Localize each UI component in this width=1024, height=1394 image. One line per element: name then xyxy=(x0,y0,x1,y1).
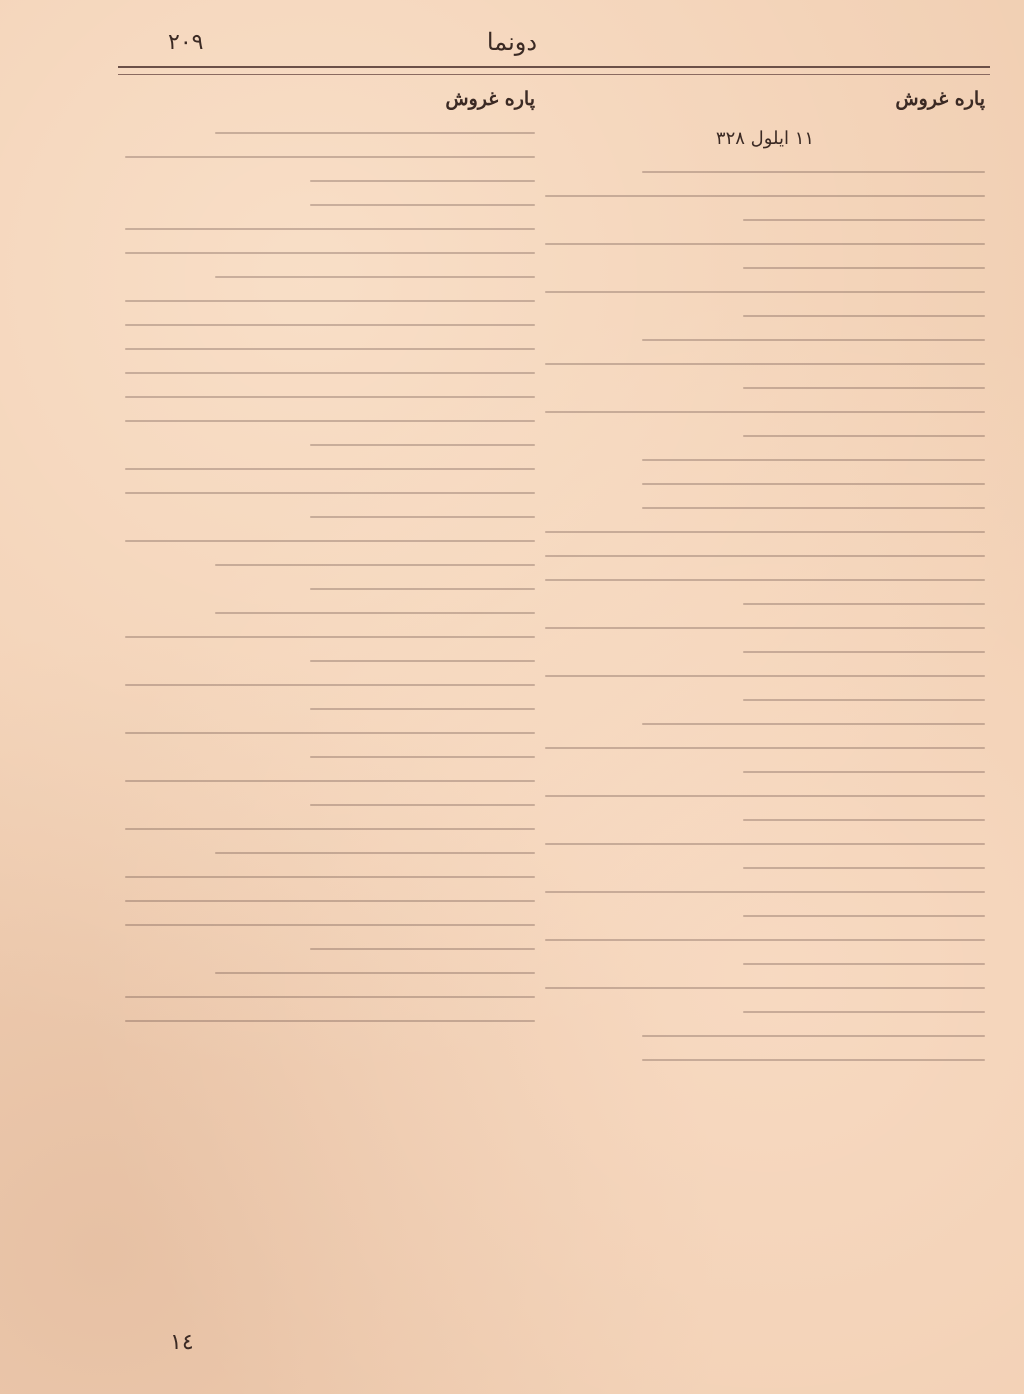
left-column-entries xyxy=(125,132,535,1022)
entry-line xyxy=(743,819,985,821)
entry-line xyxy=(125,300,535,302)
entry-line xyxy=(310,180,536,182)
entry-line xyxy=(743,771,985,773)
right-column xyxy=(545,80,985,1061)
entry-line xyxy=(545,195,985,197)
signature-mark: ۱٤ xyxy=(170,1330,194,1355)
entry-line xyxy=(215,564,535,566)
entry-line xyxy=(743,435,985,437)
entry-line xyxy=(125,924,535,926)
entry-line xyxy=(310,756,536,758)
entry-line xyxy=(125,156,535,158)
entry-line xyxy=(642,1059,985,1061)
entry-line xyxy=(743,267,985,269)
entry-line xyxy=(310,948,536,950)
entry-line xyxy=(310,204,536,206)
entry-line xyxy=(125,372,535,374)
entry-line xyxy=(545,363,985,365)
entry-line xyxy=(545,627,985,629)
entry-line xyxy=(743,219,985,221)
entry-line xyxy=(125,492,535,494)
entry-line xyxy=(743,651,985,653)
entry-line xyxy=(545,843,985,845)
entry-line xyxy=(743,603,985,605)
entry-line xyxy=(125,996,535,998)
entry-line xyxy=(310,588,536,590)
entry-line xyxy=(310,804,536,806)
right-column-date: ۱۱ ایلول ۳۲۸ xyxy=(715,128,815,149)
entry-line xyxy=(310,660,536,662)
entry-line xyxy=(215,972,535,974)
entry-line xyxy=(125,900,535,902)
entry-line xyxy=(743,1011,985,1013)
entry-line xyxy=(545,675,985,677)
entry-line xyxy=(125,252,535,254)
entry-line xyxy=(215,276,535,278)
entry-line xyxy=(125,1020,535,1022)
page-number: ۲۰۹ xyxy=(168,30,204,55)
entry-line xyxy=(125,828,535,830)
right-column-header: پاره غروش xyxy=(895,88,985,110)
entry-line xyxy=(125,396,535,398)
entry-line xyxy=(125,420,535,422)
entry-line xyxy=(743,387,985,389)
entry-line xyxy=(215,852,535,854)
entry-line xyxy=(545,243,985,245)
entry-line xyxy=(545,795,985,797)
left-column-header: پاره غروش xyxy=(445,88,535,110)
entry-line xyxy=(545,411,985,413)
entry-line xyxy=(743,699,985,701)
entry-line xyxy=(545,987,985,989)
entry-line xyxy=(545,531,985,533)
entry-line xyxy=(125,468,535,470)
entry-line xyxy=(125,348,535,350)
entry-line xyxy=(743,915,985,917)
entry-line xyxy=(545,579,985,581)
entry-line xyxy=(743,867,985,869)
entry-line xyxy=(310,516,536,518)
entry-line xyxy=(642,339,985,341)
entry-line xyxy=(125,636,535,638)
entry-line xyxy=(743,963,985,965)
entry-line xyxy=(545,891,985,893)
entry-line xyxy=(642,171,985,173)
entry-line xyxy=(125,228,535,230)
entry-line xyxy=(642,483,985,485)
entry-line xyxy=(545,555,985,557)
entry-line xyxy=(125,732,535,734)
entry-line xyxy=(545,747,985,749)
header-rule xyxy=(118,66,990,75)
entry-line xyxy=(215,612,535,614)
running-title: دونما xyxy=(486,28,538,56)
entry-line xyxy=(642,459,985,461)
left-column xyxy=(125,80,535,1022)
entry-line xyxy=(215,132,535,134)
entry-line xyxy=(545,939,985,941)
entry-line xyxy=(125,684,535,686)
entry-line xyxy=(310,708,536,710)
entry-line xyxy=(642,723,985,725)
entry-line xyxy=(125,540,535,542)
entry-line xyxy=(545,291,985,293)
entry-line xyxy=(642,1035,985,1037)
entry-line xyxy=(125,876,535,878)
entry-line xyxy=(125,324,535,326)
entry-line xyxy=(743,315,985,317)
right-column-entries xyxy=(545,171,985,1061)
entry-line xyxy=(310,444,536,446)
entry-line xyxy=(642,507,985,509)
entry-line xyxy=(125,780,535,782)
